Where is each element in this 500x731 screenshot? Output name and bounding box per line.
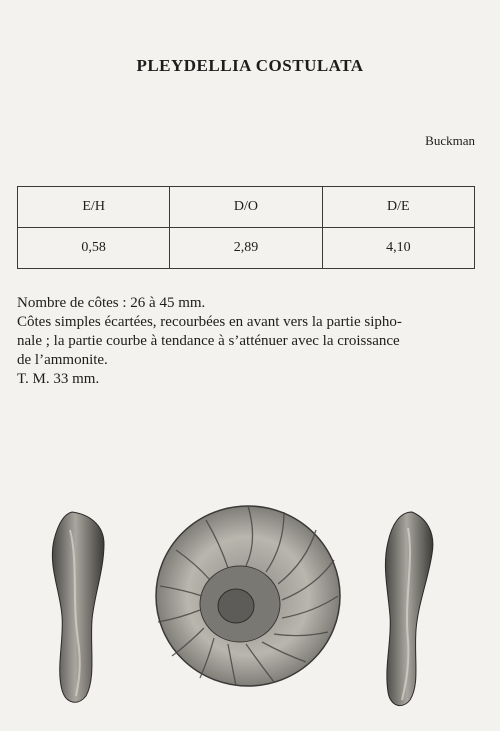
description-line: nale ; la partie courbe à tendance à s’atténuer avec la croissance bbox=[17, 333, 400, 349]
description-line: T. M. 33 mm. bbox=[17, 371, 100, 387]
author-name: Buckman bbox=[425, 133, 475, 148]
header-cell-do: D/O bbox=[170, 187, 322, 228]
fossil-ammonite-lateral bbox=[156, 506, 340, 686]
description-line: Nombre de côtes : 26 à 45 mm. bbox=[17, 295, 206, 311]
fossil-photographs bbox=[0, 500, 500, 731]
table-header-row bbox=[18, 187, 475, 228]
fossil-side-view-left bbox=[52, 512, 104, 702]
description-line: Côtes simples écartées, recourbées en avant vers la partie sipho- bbox=[17, 314, 402, 330]
value-cell-de: 4,10 bbox=[322, 228, 474, 269]
header-cell-de: D/E bbox=[322, 187, 474, 228]
fossil-side-view-right bbox=[385, 512, 432, 706]
header-cell-eh: E/H bbox=[18, 187, 170, 228]
description-line: de l’ammonite. bbox=[17, 352, 108, 368]
table-row bbox=[18, 228, 475, 269]
page-title: PLEYDELLIA COSTULATA bbox=[136, 56, 364, 75]
value-cell-do: 2,89 bbox=[170, 228, 322, 269]
value-cell-eh: 0,58 bbox=[18, 228, 170, 269]
description bbox=[17, 294, 479, 389]
ratio-table bbox=[17, 186, 475, 269]
